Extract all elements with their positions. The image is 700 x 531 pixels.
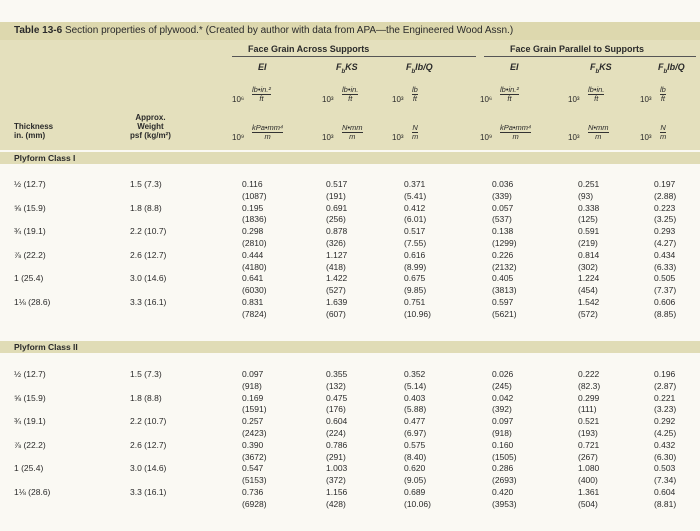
value-column [492,369,517,511]
unit-si-2 [412,124,418,141]
value-us: 0.160 [492,439,514,450]
weight-cell: 2.2 (10.7) [130,416,167,427]
value-si: (918) [492,427,512,438]
value-si: (2693) [492,475,517,486]
value-us: 0.223 [654,202,676,213]
value-si: (504) [578,498,598,509]
value-si: (3953) [492,498,517,509]
weight-cell: 3.3 (16.1) [130,297,167,307]
thickness-cell: ⅞ (22.2) [14,439,46,450]
value-si: (2.88) [654,190,677,201]
value-us: 0.390 [242,439,264,450]
unit-us-den: ft [660,94,665,103]
value-si: (537) [492,214,512,225]
value-us: 0.604 [326,416,348,427]
value-us: 0.517 [326,179,348,189]
table-caption: Section properties of plywood.* (Created by author with data from APA—the Engineered Wood Assn.) [62,25,514,36]
multiplier-si-5: 10³ [640,133,652,142]
unit-us-0 [252,86,271,103]
unit-si-num: kPa•mm⁴ [252,123,284,132]
unit-us-num: lb•in.² [252,85,271,94]
value-us: 1.127 [326,249,348,260]
section-title-class-1: Plyform Class I [14,153,76,163]
multiplier-us-1: 10³ [322,95,334,104]
value-us: 0.355 [326,369,348,379]
value-us: 0.689 [404,486,426,497]
unit-si-1 [342,124,363,141]
symbol-fbibq-parallel: $F_bIb/Q$ [658,62,685,75]
value-si: (2132) [492,261,517,272]
weight-cell: 1.8 (8.8) [130,202,162,213]
value-us: 0.222 [578,369,600,379]
value-us: 0.292 [654,416,676,427]
value-si: (82.3) [578,380,601,391]
value-si: (5153) [242,475,267,486]
thickness-cell: ⅝ (15.9) [14,202,46,213]
value-us: 0.293 [654,226,676,237]
thickness-cell: 1⅛ (28.6) [14,297,51,307]
value-si: (392) [492,404,512,415]
thickness-cell: ⅝ (15.9) [14,392,46,403]
weight-cell: 3.0 (14.6) [130,273,167,284]
multiplier-si-2: 10³ [392,133,404,142]
value-us: 0.196 [654,369,676,379]
thickness-cell: 1 (25.4) [14,273,44,284]
value-si: (191) [326,190,346,201]
value-column [326,369,347,511]
unit-us-den: ft [412,94,417,103]
weight-cell: 2.2 (10.7) [130,226,167,237]
value-us: 0.097 [242,369,264,379]
value-si: (5.88) [404,404,427,415]
thickness-cell: 1 (25.4) [14,463,44,474]
value-si: (428) [326,498,346,509]
multiplier-us-4: 10³ [568,95,580,104]
value-column [578,179,599,321]
unit-si-den: m [412,132,419,141]
value-si: (125) [578,214,598,225]
value-si: (267) [578,451,598,462]
value-si: (6.30) [654,451,677,462]
value-si: (3.23) [654,404,677,415]
value-column [242,369,267,511]
value-si: (372) [326,475,346,486]
value-si: (8.40) [404,451,427,462]
weight-header: Approx. Weight psf (kg/m²) [130,113,171,140]
value-us: 0.751 [404,296,426,307]
value-si: (8.99) [404,261,427,272]
value-us: 1.080 [578,463,600,474]
value-us: 0.116 [242,179,263,189]
value-us: 0.620 [404,463,426,474]
value-column [326,179,347,321]
thickness-cell: 1⅛ (28.6) [14,487,51,497]
value-us: 0.420 [492,486,514,497]
thickness-cell: ½ (12.7) [14,179,46,189]
value-si: (1591) [242,404,267,415]
value-column [242,179,267,321]
value-us: 0.097 [492,416,514,427]
value-si: (256) [326,214,346,225]
table-title [14,25,513,36]
group-heading-parallel: Face Grain Parallel to Supports [510,44,645,54]
unit-si-num: N [660,123,666,132]
value-us: 0.432 [654,439,676,450]
multiplier-us-3: 10⁶ [480,95,493,104]
value-us: 0.517 [404,226,426,237]
unit-si-den: m [349,132,356,141]
unit-us-num: lb [660,85,666,94]
value-si: (6.97) [404,427,427,438]
value-si: (6030) [242,285,267,296]
value-si: (291) [326,451,346,462]
value-si: (7.34) [654,475,677,486]
value-column [578,369,600,511]
group-underline-across [232,56,476,57]
value-si: (3.25) [654,214,677,225]
value-us: 0.606 [654,296,676,307]
value-us: 0.831 [242,296,264,307]
unit-si-den: m [264,132,271,141]
symbol-ei-across: EI [258,62,267,72]
multiplier-us-0: 10⁶ [232,95,245,104]
value-us: 0.257 [242,416,264,427]
value-si: (176) [326,404,346,415]
value-si: (3672) [242,451,267,462]
value-si: (224) [326,427,346,438]
multiplier-si-4: 10³ [568,133,580,142]
value-us: 0.786 [326,439,348,450]
value-us: 0.505 [654,273,676,284]
unit-us-num: lb•in. [588,85,605,94]
value-si: (7824) [242,308,267,319]
weight-cell: 3.3 (16.1) [130,487,167,497]
value-si: (400) [578,475,598,486]
value-us: 0.412 [404,202,426,213]
weight-cell: 1.5 (7.3) [130,179,162,189]
value-us: 0.444 [242,249,264,260]
value-si: (1505) [492,451,517,462]
value-si: (2.87) [654,380,677,391]
value-si: (111) [578,404,597,415]
value-us: 1.224 [578,273,600,284]
value-si: (4.27) [654,237,677,248]
value-si: (219) [578,237,598,248]
value-si: (7.37) [654,285,677,296]
value-si: (9.05) [404,475,427,486]
value-si: (6.33) [654,261,677,272]
weight-cell: 1.8 (8.8) [130,392,162,403]
value-us: 0.138 [492,226,514,237]
value-us: 0.814 [578,249,600,260]
value-si: (4.25) [654,427,677,438]
value-us: 0.604 [654,486,676,497]
value-si: (6928) [242,498,267,509]
value-us: 0.547 [242,463,264,474]
value-si: (3813) [492,285,517,296]
value-us: 0.226 [492,249,514,260]
value-si: (607) [326,308,346,319]
weight-cell: 2.6 (12.7) [130,249,167,260]
value-us: 1.361 [578,486,600,497]
value-si: (454) [578,285,598,296]
weight-cell: 2.6 (12.7) [130,439,167,450]
unit-si-5 [660,124,666,141]
value-us: 0.597 [492,296,514,307]
value-us: 0.575 [404,439,426,450]
value-us: 0.675 [404,273,426,284]
value-us: 0.591 [578,226,600,237]
unit-us-den: ft [348,94,353,103]
unit-us-den: ft [507,94,512,103]
value-us: 0.251 [578,179,600,189]
multiplier-si-0: 10⁹ [232,133,245,142]
value-us: 0.042 [492,392,514,403]
unit-us-1 [342,86,358,103]
value-si: (8.81) [654,498,677,509]
symbol-fbks-across: $F_bKS$ [336,62,358,75]
value-column [492,179,517,321]
unit-si-3 [500,124,531,141]
value-us: 0.434 [654,249,676,260]
section-band-class-2 [0,341,700,353]
value-si: (418) [326,261,346,272]
value-column [404,369,431,511]
group-heading-across: Face Grain Across Supports [248,44,370,54]
value-si: (193) [578,427,598,438]
value-us: 0.403 [404,392,426,403]
symbol-fbibq-across: $F_bIb/Q$ [406,62,433,75]
unit-si-num: N•mm [588,123,609,132]
group-underline-parallel [484,56,696,57]
value-si: (132) [326,380,346,391]
value-us: 0.221 [654,392,676,403]
symbol-ei-parallel: EI [510,62,519,72]
multiplier-us-5: 10³ [640,95,652,104]
value-si: (2423) [242,427,267,438]
value-si: (1299) [492,237,517,248]
value-si: (326) [326,237,346,248]
unit-us-den: ft [259,94,264,103]
value-si: (245) [492,380,512,391]
value-si: (5621) [492,308,517,319]
unit-si-den: m [660,132,667,141]
value-us: 0.405 [492,273,514,284]
value-us: 0.641 [242,273,264,284]
symbol-fbks-parallel: $F_bKS$ [590,62,612,75]
section-band-class-1 [0,152,700,164]
unit-us-5 [660,86,666,103]
section-title-class-2: Plyform Class II [14,342,78,352]
value-si: (918) [242,380,262,391]
value-us: 0.521 [578,416,600,427]
unit-si-num: N•mm [342,123,363,132]
value-si: (302) [578,261,598,272]
unit-si-num: kPa•mm⁴ [500,123,532,132]
weight-cell: 1.5 (7.3) [130,369,162,379]
unit-si-den: m [512,132,519,141]
value-us: 0.878 [326,226,348,237]
multiplier-si-3: 10⁹ [480,133,493,142]
unit-us-2 [412,86,418,103]
value-si: (527) [326,285,346,296]
value-us: 0.036 [492,179,514,189]
value-us: 0.197 [654,179,676,189]
value-us: 0.475 [326,392,348,403]
table-number: Table 13-6 [14,25,63,36]
value-us: 1.639 [326,296,348,307]
value-si: (8.85) [654,308,677,319]
unit-us-den: ft [594,94,599,103]
thickness-cell: ½ (12.7) [14,369,46,379]
value-si: (10.06) [404,498,431,509]
value-us: 0.286 [492,463,514,474]
weight-cell: 3.0 (14.6) [130,463,167,474]
value-us: 0.371 [404,179,426,189]
value-column [654,369,676,511]
value-us: 0.298 [242,226,264,237]
multiplier-si-1: 10³ [322,133,334,142]
unit-si-0 [252,124,283,141]
value-us: 0.352 [404,369,426,379]
thickness-cell: ¾ (19.1) [14,226,46,237]
value-us: 0.195 [242,202,264,213]
unit-us-4 [588,86,604,103]
value-si: (4180) [242,261,267,272]
thickness-header: Thickness in. (mm) [14,122,54,140]
value-us: 0.691 [326,202,348,213]
thickness-cell: ⅞ (22.2) [14,249,46,260]
value-si: (2810) [242,237,267,248]
value-si: (93) [578,190,594,201]
value-si: (1087) [242,190,267,201]
value-us: 0.503 [654,463,676,474]
thickness-cell: ¾ (19.1) [14,416,46,427]
value-us: 1.422 [326,273,348,284]
value-us: 0.477 [404,416,426,427]
value-us: 0.057 [492,202,514,213]
value-us: 1.003 [326,463,348,474]
unit-us-3 [500,86,519,103]
multiplier-us-2: 10³ [392,95,404,104]
value-us: 0.026 [492,369,514,379]
value-si: (1836) [242,214,267,225]
value-si: (10.96) [404,308,431,319]
value-si: (339) [492,190,512,201]
unit-us-num: lb [412,85,418,94]
value-us: 1.542 [578,296,600,307]
value-si: (6.01) [404,214,427,225]
value-us: 0.736 [242,486,264,497]
unit-us-num: lb•in.² [500,85,519,94]
unit-si-den: m [595,132,602,141]
value-si: (7.55) [404,237,427,248]
value-si: (9.85) [404,285,427,296]
value-si: (5.14) [404,380,427,391]
value-us: 0.616 [404,249,426,260]
value-si: (572) [578,308,598,319]
value-us: 0.721 [578,439,600,450]
unit-us-num: lb•in. [342,85,359,94]
unit-si-num: N [412,123,418,132]
value-column [404,179,431,321]
value-us: 0.169 [242,392,264,403]
value-us: 0.299 [578,392,600,403]
value-si: (5.41) [404,190,427,201]
value-us: 0.338 [578,202,600,213]
value-us: 1.156 [326,486,348,497]
value-column [654,179,676,321]
unit-si-4 [588,124,609,141]
